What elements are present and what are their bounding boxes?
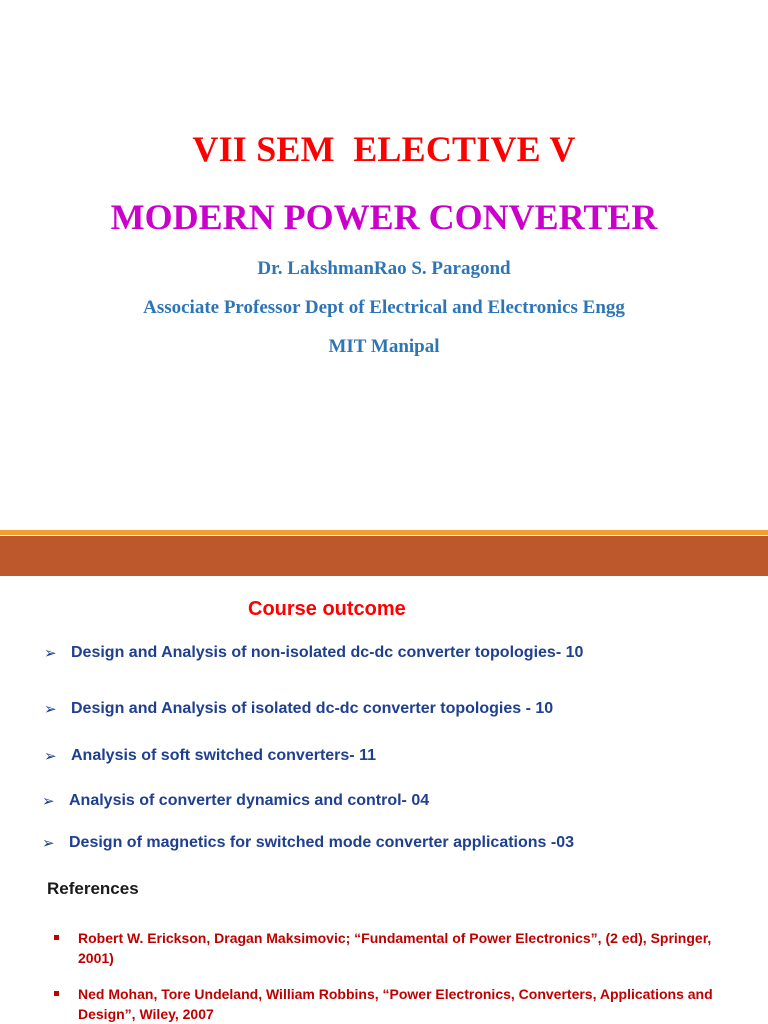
author-position: Associate Professor Dept of Electrical and Electronics Engg (143, 297, 625, 318)
course-title: MODERN POWER CONVERTER (110, 197, 658, 237)
arrow-bullet-icon: ➢ (44, 748, 57, 765)
course-outcome-heading: Course outcome (248, 598, 406, 620)
outcome-text: Analysis of soft switched converters- 11 (71, 747, 376, 764)
author-name: Dr. LakshmanRao S. Paragond (257, 258, 511, 279)
arrow-bullet-icon: ➢ (42, 835, 55, 852)
arrow-bullet-icon: ➢ (42, 793, 55, 810)
outcome-item (44, 700, 553, 718)
outcome-item (44, 644, 583, 662)
divider-bar-rust (0, 536, 768, 576)
outcome-item (42, 834, 574, 852)
outcome-text: Design and Analysis of isolated dc-dc converter topologies - 10 (71, 700, 554, 717)
arrow-bullet-icon: ➢ (44, 645, 57, 662)
outcome-text: Design of magnetics for switched mode converter applications -03 (69, 834, 575, 851)
references-heading: References (47, 879, 139, 898)
outcome-text: Analysis of converter dynamics and control- 04 (69, 792, 430, 809)
outcome-text: Design and Analysis of non-isolated dc-dc converter topologies- 10 (71, 644, 584, 661)
reference-item (54, 928, 744, 968)
square-bullet-icon (54, 935, 59, 940)
reference-text: Robert W. Erickson, Dragan Maksimovic; “Fundamental of Power Electronics”, (2 ed), Springer, 2001) (78, 930, 712, 966)
arrow-bullet-icon: ➢ (44, 701, 57, 718)
course-slide (0, 576, 768, 1024)
outcome-item (44, 747, 376, 765)
divider-bar-orange (0, 530, 768, 535)
square-bullet-icon (54, 991, 59, 996)
reference-item (54, 984, 744, 1024)
outcome-item (42, 792, 429, 810)
institution-name: MIT Manipal (328, 336, 440, 357)
reference-text: Ned Mohan, Tore Undeland, William Robbins, “Power Electronics, Converters, Applications and Design”, Wiley, 2007 (78, 986, 713, 1022)
semester-title: VII SEM ELECTIVE V (192, 129, 576, 169)
